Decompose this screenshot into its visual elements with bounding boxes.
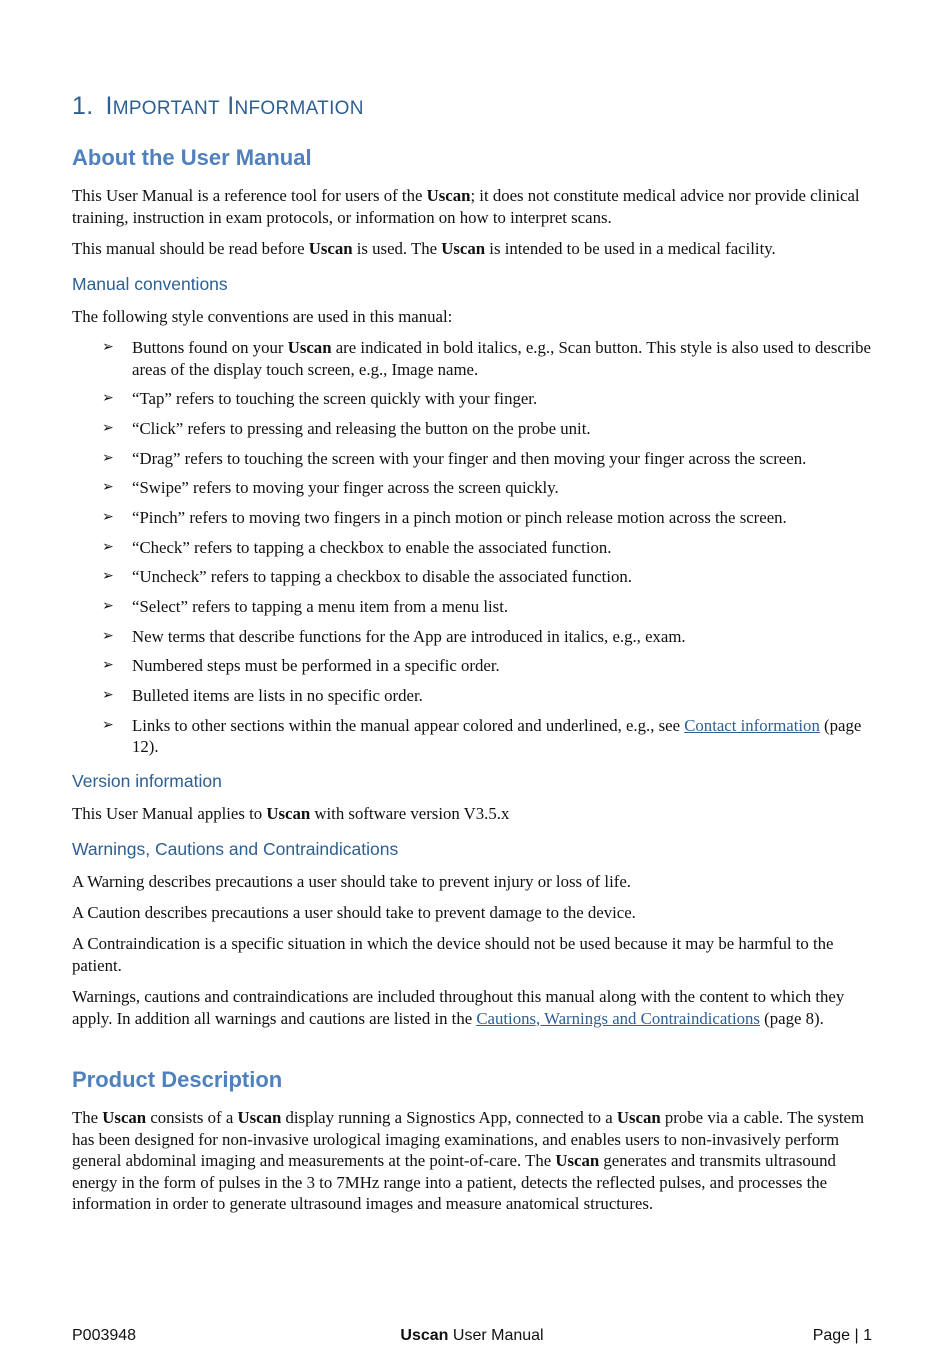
list-item: ➢ New terms that describe functions for the App are introduced in italics, e.g., exam. — [102, 626, 686, 646]
warnings-paragraph-4: Warnings, cautions and contraindications are included throughout this manual along with the content to which they apply. In addition all warnings and cautions are listed in the Cautions, Warnings and Contraindications (page 8). — [72, 987, 845, 1028]
arrow-bullet-icon: ➢ — [102, 568, 114, 585]
page-footer — [72, 1327, 872, 1347]
section-title: 1. IMPORTANT INFORMATION — [72, 92, 364, 120]
warnings-paragraph-1: A Warning describes precautions a user should take to prevent injury or loss of life. — [72, 872, 631, 891]
list-item: ➢ Numbered steps must be performed in a specific order. — [102, 656, 500, 676]
list-item: ➢ “Drag” refers to touching the screen with your finger and then moving your finger across the screen. — [102, 448, 807, 468]
arrow-bullet-icon: ➢ — [102, 538, 114, 555]
conventions-list — [72, 337, 872, 766]
list-item: ➢ “Swipe” refers to moving your finger across the screen quickly. — [102, 478, 559, 498]
page-number: Page | 1 — [812, 1327, 872, 1344]
about-paragraph-2: This manual should be read before Uscan is used. The Uscan is intended to be used in a medical facility. — [72, 239, 776, 258]
cautions-warnings-link[interactable]: Cautions, Warnings and Contraindications — [476, 1008, 760, 1028]
arrow-bullet-icon: ➢ — [102, 508, 114, 525]
list-item: ➢ “Check” refers to tapping a checkbox to enable the associated function. — [102, 537, 612, 557]
arrow-bullet-icon: ➢ — [102, 657, 114, 674]
list-item: ➢ “Tap” refers to touching the screen quickly with your finger. — [102, 389, 538, 409]
list-item: ➢ Bulleted items are lists in no specific order. — [102, 686, 423, 706]
arrow-bullet-icon: ➢ — [102, 419, 114, 436]
arrow-bullet-icon: ➢ — [102, 627, 114, 644]
arrow-bullet-icon: ➢ — [102, 339, 114, 355]
arrow-bullet-icon: ➢ — [102, 479, 114, 496]
list-item: ➢ “Uncheck” refers to tapping a checkbox to disable the associated function. — [102, 567, 632, 587]
contact-information-link[interactable]: Contact information — [684, 715, 820, 735]
conventions-intro: The following style conventions are used in this manual: — [72, 307, 453, 326]
version-paragraph: This User Manual applies to Uscan with software version V3.5.x — [72, 804, 510, 823]
conventions-heading: Manual conventions — [72, 274, 228, 294]
list-item: ➢ “Click” refers to pressing and releasing the button on the probe unit. — [102, 418, 591, 438]
list-item: ➢ “Pinch” refers to moving two fingers in a pinch motion or pinch release motion across the screen. — [102, 507, 787, 527]
version-heading: Version information — [72, 771, 222, 791]
arrow-bullet-icon: ➢ — [102, 449, 114, 466]
document-id: P003948 — [72, 1327, 137, 1344]
list-item: ➢ “Select” refers to tapping a menu item from a menu list. — [102, 597, 509, 616]
product-heading: Product Description — [72, 1067, 283, 1092]
arrow-bullet-icon: ➢ — [102, 390, 114, 407]
about-heading: About the User Manual — [72, 145, 312, 170]
footer-title: Uscan User Manual — [400, 1327, 544, 1344]
product-paragraph: The Uscan consists of a Uscan display running a Signostics App, connected to a Uscan probe via a cable. The system has been designed for non-invasive urological imaging examinations, and enables users to non-invasively perform general abdominal imaging and measurements at the point-of-care. The Uscan generates and transmits ultrasound energy in the form of pulses in the 3 to 7MHz range into a patient, detects the reflected pulses, and processes the information in order to generate ultrasound images and measure anatomical structures. — [72, 1108, 865, 1213]
warnings-heading: Warnings, Cautions and Contraindications — [72, 839, 399, 859]
warnings-paragraph-3: A Contraindication is a specific situation in which the device should not be used because it may be harmful to the patient. — [72, 934, 834, 975]
about-paragraph-1: This User Manual is a reference tool for users of the Uscan; it does not constitute medical advice nor provide clinical training, instruction in exam protocols, or information on how to interpret scans. — [72, 186, 860, 227]
warnings-paragraph-2: A Caution describes precautions a user should take to prevent damage to the device. — [72, 903, 636, 922]
list-item: ➢ Links to other sections within the manual appear colored and underlined, e.g., see Contact information (page 12). — [102, 715, 862, 757]
arrow-bullet-icon: ➢ — [102, 687, 114, 704]
list-item: ➢ Buttons found on your Uscan are indicated in bold italics, e.g., Scan button. This style is also used to describe areas of the display touch screen, e.g., Image name. — [102, 338, 871, 379]
arrow-bullet-icon: ➢ — [102, 716, 114, 733]
arrow-bullet-icon: ➢ — [102, 598, 114, 614]
